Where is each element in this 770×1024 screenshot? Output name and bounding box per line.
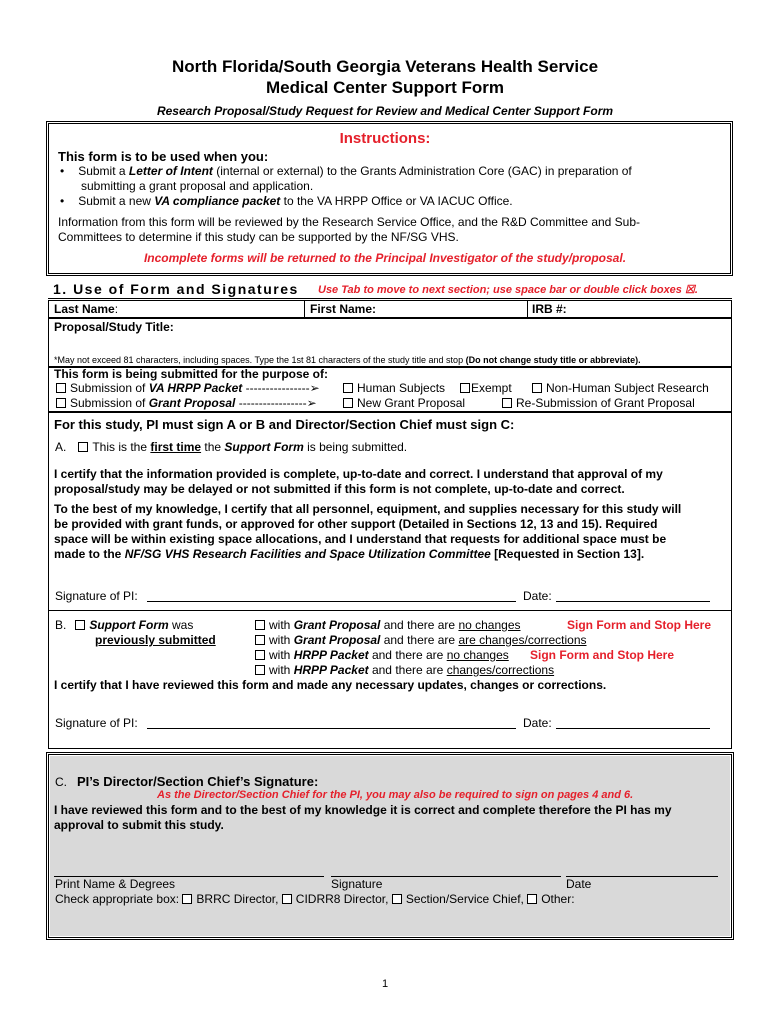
certify-line-2: proposal/study may be delayed or not submitted if this form is not complete, up-to-date and correct.: [54, 482, 625, 496]
study-title-field[interactable]: [54, 334, 726, 352]
form-title-line1: North Florida/South Georgia Veterans Health Service: [171, 57, 599, 76]
option-b: B. Support Form was: [55, 618, 194, 632]
resubmission-checkbox[interactable]: [502, 398, 512, 408]
option-human-subjects: Human Subjects: [343, 381, 445, 395]
brrc-checkbox[interactable]: [182, 894, 192, 904]
previously-submitted-checkbox[interactable]: [75, 620, 85, 630]
last-name-field[interactable]: [140, 301, 300, 316]
knowledge-line-2: be provided with grant funds, or approved for other support (Detailed in Sections 12, 13 and 15). Required: [54, 517, 658, 531]
pi-signature-label-b: Signature of PI:: [55, 716, 138, 730]
certify-line-1: I certify that the information provided is complete, up-to-date and correct. I understand that approval of my: [54, 467, 663, 481]
date-line-a[interactable]: [556, 601, 710, 602]
grant-no-changes-checkbox[interactable]: [255, 620, 265, 630]
signature-label: Signature: [331, 877, 383, 891]
bullet-dot-icon: •: [60, 194, 65, 208]
purpose-heading: This form is being submitted for the purpose of:: [54, 367, 329, 381]
info-line-1: Information from this form will be reviewed by the Research Service Office, and the R&D Committee and Sub-: [58, 215, 641, 229]
option-non-human: Non-Human Subject Research: [532, 381, 709, 395]
bullet-2: • Submit a new VA compliance packet to the VA HRPP Office or VA IACUC Office.: [60, 194, 513, 208]
study-title-label: Proposal/Study Title:: [54, 320, 174, 334]
exempt-checkbox[interactable]: [460, 383, 470, 393]
hrpp-no-changes-checkbox[interactable]: [255, 650, 265, 660]
hrpp-packet-checkbox[interactable]: [56, 383, 66, 393]
option-a: A. This is the first time the Support Form is being submitted.: [55, 440, 408, 454]
b-option-3: with HRPP Packet and there are no changes: [255, 648, 509, 662]
section-c-note: As the Director/Section Chief for the PI, you may also be required to sign on pages 4 and 6.: [157, 789, 634, 801]
grant-proposal-checkbox[interactable]: [56, 398, 66, 408]
form-title-line2: Medical Center Support Form: [265, 78, 505, 97]
grant-changes-checkbox[interactable]: [255, 635, 265, 645]
date-label-c: Date: [566, 877, 592, 891]
knowledge-line-1: To the best of my knowledge, I certify that all personnel, equipment, and supplies necessary for this study will: [54, 502, 682, 516]
info-line-2: Committees to determine if this study can be supported by the NF/SG VHS.: [58, 230, 459, 244]
stop-note-1: Sign Form and Stop Here: [567, 618, 712, 632]
previously-submitted-text: previously submitted: [95, 633, 216, 647]
first-name-label: First Name:: [310, 302, 377, 316]
cidrr-checkbox[interactable]: [282, 894, 292, 904]
pi-signature-label-a: Signature of PI:: [55, 589, 138, 603]
hrpp-changes-checkbox[interactable]: [255, 665, 265, 675]
b-option-1: with Grant Proposal and there are no changes: [255, 618, 521, 632]
instructions-title: Instructions:: [339, 130, 431, 147]
bullet-dot-icon: •: [60, 164, 65, 178]
title-note: *May not exceed 81 characters, including spaces. Type the 1st 81 characters of the study title and stop (Do not change study title or abbreviate).: [54, 355, 641, 365]
use-when-heading: This form is to be used when you:: [58, 149, 269, 164]
section-c-heading: C. PI’s Director/Section Chief’s Signature:: [55, 774, 319, 789]
date-line-b[interactable]: [556, 728, 710, 729]
non-human-checkbox[interactable]: [532, 383, 542, 393]
irb-field[interactable]: [575, 301, 727, 316]
irb-label: IRB #:: [532, 302, 567, 316]
bullet-1: • Submit a Letter of Intent (internal or external) to the Grants Administration Core (GAC) in preparation of: [60, 164, 632, 178]
print-name-label: Print Name & Degrees: [55, 877, 176, 891]
form-subtitle: Research Proposal/Study Request for Review and Medical Center Support Form: [156, 104, 614, 118]
option-exempt: Exempt: [460, 381, 512, 395]
section-1-title: 1. Use of Form and Signatures: [53, 281, 299, 297]
knowledge-line-4: made to the NF/SG VHS Research Facilities and Space Utilization Committee [Requested in Section 13].: [54, 547, 645, 561]
pi-signature-line-a[interactable]: [147, 601, 516, 602]
tab-hint: Use Tab to move to next section; use space bar or double click boxes ☒.: [318, 284, 698, 296]
option-resubmission: Re-Submission of Grant Proposal: [502, 396, 695, 410]
other-checkbox[interactable]: [527, 894, 537, 904]
stop-note-2: Sign Form and Stop Here: [530, 648, 675, 662]
check-appropriate-row: Check appropriate box: BRRC Director, CIDRR8 Director, Section/Service Chief, Other:: [55, 892, 575, 906]
signing-heading: For this study, PI must sign A or B and Director/Section Chief must sign C:: [54, 417, 515, 432]
page-number: 1: [381, 978, 389, 990]
section-chief-checkbox[interactable]: [392, 894, 402, 904]
signing-box: [48, 412, 732, 749]
pi-signature-line-b[interactable]: [147, 728, 516, 729]
date-label-a: Date:: [523, 589, 552, 603]
knowledge-line-3: space will be within existing space allocations, and I understand that requests for additional space must be: [54, 532, 667, 546]
date-label-b: Date:: [523, 716, 552, 730]
b-option-4: with HRPP Packet and there are changes/corrections: [255, 663, 554, 677]
section-c-text-2: approval to submit this study.: [54, 818, 224, 832]
certify-b: I certify that I have reviewed this form and made any necessary updates, changes or corrections.: [54, 678, 607, 692]
option-grant-proposal: Submission of Grant Proposal -----------------➢: [56, 396, 317, 410]
b-option-2: with Grant Proposal and there are are changes/corrections: [255, 633, 587, 647]
option-hrpp-packet: Submission of VA HRPP Packet ----------------➢: [56, 381, 320, 395]
incomplete-warning: Incomplete forms will be returned to the Principal Investigator of the study/proposal.: [143, 251, 627, 265]
human-subjects-checkbox[interactable]: [343, 383, 353, 393]
last-name-label: Last Name:: [54, 302, 119, 316]
option-new-grant: New Grant Proposal: [343, 396, 465, 410]
first-time-checkbox[interactable]: [78, 442, 88, 452]
new-grant-checkbox[interactable]: [343, 398, 353, 408]
section-c-text-1: I have reviewed this form and to the best of my knowledge it is correct and complete therefore the PI has my: [54, 803, 672, 817]
first-name-field[interactable]: [390, 301, 522, 316]
bullet-1-continued: submitting a grant proposal and application.: [81, 179, 314, 193]
